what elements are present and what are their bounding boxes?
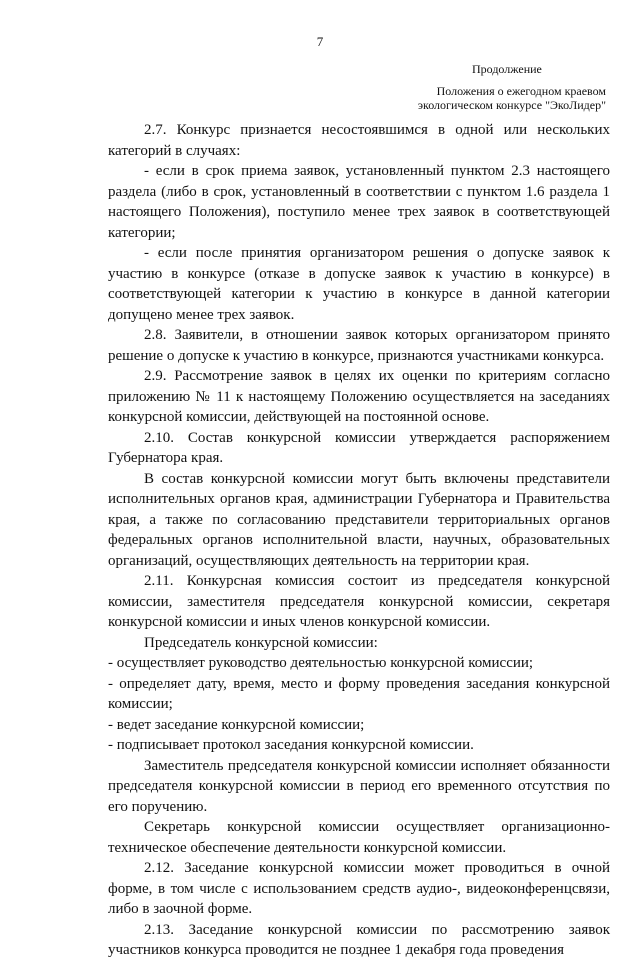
paragraph-chairman-heading: Председатель конкурсной комиссии:	[144, 634, 378, 651]
paragraph-2-11: 2.11. Конкурсная комиссия состоит из председателя конкурсной комиссии, заместителя председателя конкурсной комиссии, секретаря конкурсной комиссии и иных членов конкурсной комиссии.	[108, 573, 610, 630]
document-body	[108, 120, 610, 961]
paragraph-2-9: 2.9. Рассмотрение заявок в целях их оценки по критериям согласно приложению № 11 к настоящему Положению осуществляется на заседаниях конкурсной комиссии, действующей на постоянной основе.	[108, 368, 610, 425]
paragraph-secretary: Секретарь конкурсной комиссии осуществляет организационно-техническое обеспечение деятельности конкурсной комиссии.	[108, 819, 610, 856]
paragraph-deputy-chairman: Заместитель председателя конкурсной комиссии исполняет обязанности председателя конкурсной комиссии в период его временного отсутствия по его поручению.	[108, 757, 610, 815]
chairman-duty-4: - подписывает протокол заседания конкурсной комиссии.	[108, 737, 474, 753]
paragraph-2-10: 2.10. Состав конкурсной комиссии утверждается распоряжением Губернатора края.	[108, 429, 610, 466]
paragraph-2-7-item-1: - если в срок приема заявок, установленный пунктом 2.3 настоящего раздела (либо в срок, установленный в соответствии с пунктом 1.6 раздела 1 настоящего Положения), поступило менее трех заявок в соответствующей категории;	[108, 163, 610, 241]
chairman-duty-3: - ведет заседание конкурсной комиссии;	[108, 716, 365, 733]
document-reference-header	[418, 84, 606, 112]
chairman-duty-2: - определяет дату, время, место и форму проведения заседания конкурсной комиссии;	[108, 675, 610, 712]
continuation-label: Продолжение	[472, 62, 542, 76]
paragraph-2-13: 2.13. Заседание конкурсной комиссии по рассмотрению заявок участников конкурса проводится не позднее 1 декабря года проведения	[108, 921, 610, 958]
paragraph-2-12: 2.12. Заседание конкурсной комиссии может проводиться в очной форме, в том числе с использованием средств аудио-, видеоконференцсвязи, либо в заочной форме.	[108, 860, 610, 917]
paragraph-2-7: 2.7. Конкурс признается несостоявшимся в одной или нескольких категорий в случаях:	[108, 122, 610, 159]
chairman-duty-1: - осуществляет руководство деятельностью конкурсной комиссии;	[108, 655, 534, 671]
document-reference-line-1: Положения о ежегодном краевом	[436, 84, 606, 98]
paragraph-commission-composition: В состав конкурсной комиссии могут быть включены представители исполнительных органов края, администрации Губернатора и Правительства края, а также по согласованию представители территориальных органов федеральных органов исполнительной власти, научных, образовательных организаций, осуществляющих деятельность на территории края.	[108, 470, 610, 569]
paragraph-2-8: 2.8. Заявители, в отношении заявок которых организатором принято решение о допуске к участию в конкурсе, признаются участниками конкурса.	[108, 327, 610, 364]
paragraph-2-7-item-2: - если после принятия организатором решения о допуске заявок к участию в конкурсе (отказе в допуске заявок к участию в конкурсе) в соответствующей категории к участию в конкурсе в данной категории допущено менее трех заявок.	[108, 245, 610, 323]
document-reference-line-2: экологическом конкурсе "ЭкоЛидер"	[417, 98, 606, 112]
page-number: 7	[316, 34, 324, 49]
